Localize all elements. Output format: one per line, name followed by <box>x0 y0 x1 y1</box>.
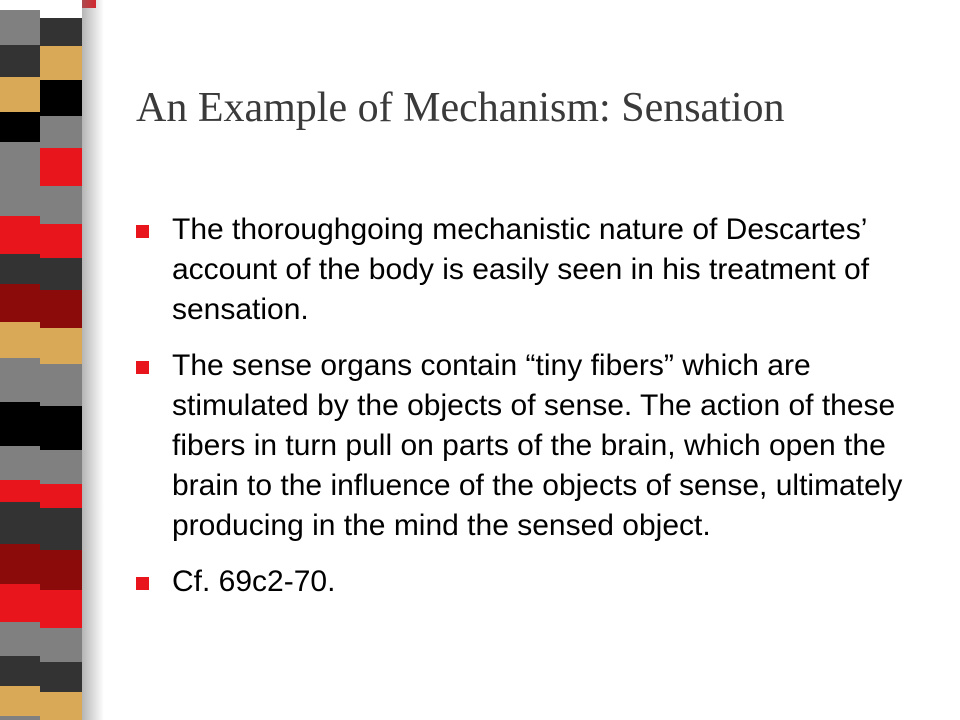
strip-cell <box>40 224 82 258</box>
bullet-item <box>136 562 926 602</box>
square-bullet-icon <box>136 361 149 374</box>
strip-cell <box>0 358 40 402</box>
strip-cell <box>40 692 82 720</box>
strip-cell <box>40 508 82 550</box>
strip-cell <box>0 0 40 10</box>
strip-cell <box>40 290 82 328</box>
bullet-text: The sense organs contain “tiny fibers” which are stimulated by the objects of sense. The action of these fibers in turn pull on parts of the brain, which open the brain to the influence of the objects of sense, ultimately producing in the mind the sensed object. <box>172 349 903 542</box>
strip-cell <box>40 186 82 224</box>
strip-cell <box>0 716 40 720</box>
square-bullet-icon <box>136 225 149 238</box>
strip-cell <box>0 10 40 45</box>
strip-cell <box>0 322 40 358</box>
strip-cell <box>40 662 82 692</box>
square-bullet-icon <box>136 577 149 590</box>
strip-cell <box>0 544 40 584</box>
strip-cell <box>0 686 40 716</box>
strip-cell <box>40 148 82 186</box>
strip-cell <box>0 402 40 446</box>
decorative-side-strip <box>0 0 108 720</box>
strip-cell <box>0 180 40 216</box>
strip-cell <box>40 18 82 46</box>
strip-cell <box>40 116 82 148</box>
strip-cell <box>0 656 40 686</box>
bullet-text: The thoroughgoing mechanistic nature of Descartes’ account of the body is easily seen in his treatment of sensation. <box>172 213 870 326</box>
strip-shadow-edge <box>82 0 104 720</box>
slide-title: An Example of Mechanism: Sensation <box>136 85 785 131</box>
strip-cell <box>40 628 82 662</box>
bullet-item <box>136 346 926 546</box>
strip-cell <box>0 502 40 544</box>
strip-cell <box>0 112 40 142</box>
strip-cell <box>40 0 82 18</box>
strip-cell <box>0 77 40 112</box>
strip-cell <box>0 622 40 656</box>
strip-cell <box>0 446 40 480</box>
strip-cell <box>40 258 82 290</box>
strip-cell <box>0 216 40 254</box>
bullet-item <box>136 210 926 330</box>
strip-cell <box>40 550 82 590</box>
bullet-list <box>136 210 926 618</box>
strip-cell <box>0 142 40 180</box>
strip-cell <box>0 254 40 284</box>
bullet-text: Cf. 69c2-70. <box>172 565 336 598</box>
strip-cell <box>40 46 82 80</box>
strip-cell <box>40 484 82 508</box>
strip-cell <box>40 590 82 628</box>
strip-cell <box>0 584 40 622</box>
strip-cell <box>0 284 40 322</box>
strip-cell <box>40 80 82 116</box>
strip-cell <box>40 364 82 406</box>
strip-cell <box>40 328 82 364</box>
strip-cell <box>0 480 40 502</box>
strip-cell <box>0 45 40 77</box>
strip-cell <box>40 406 82 450</box>
strip-cell <box>40 450 82 484</box>
